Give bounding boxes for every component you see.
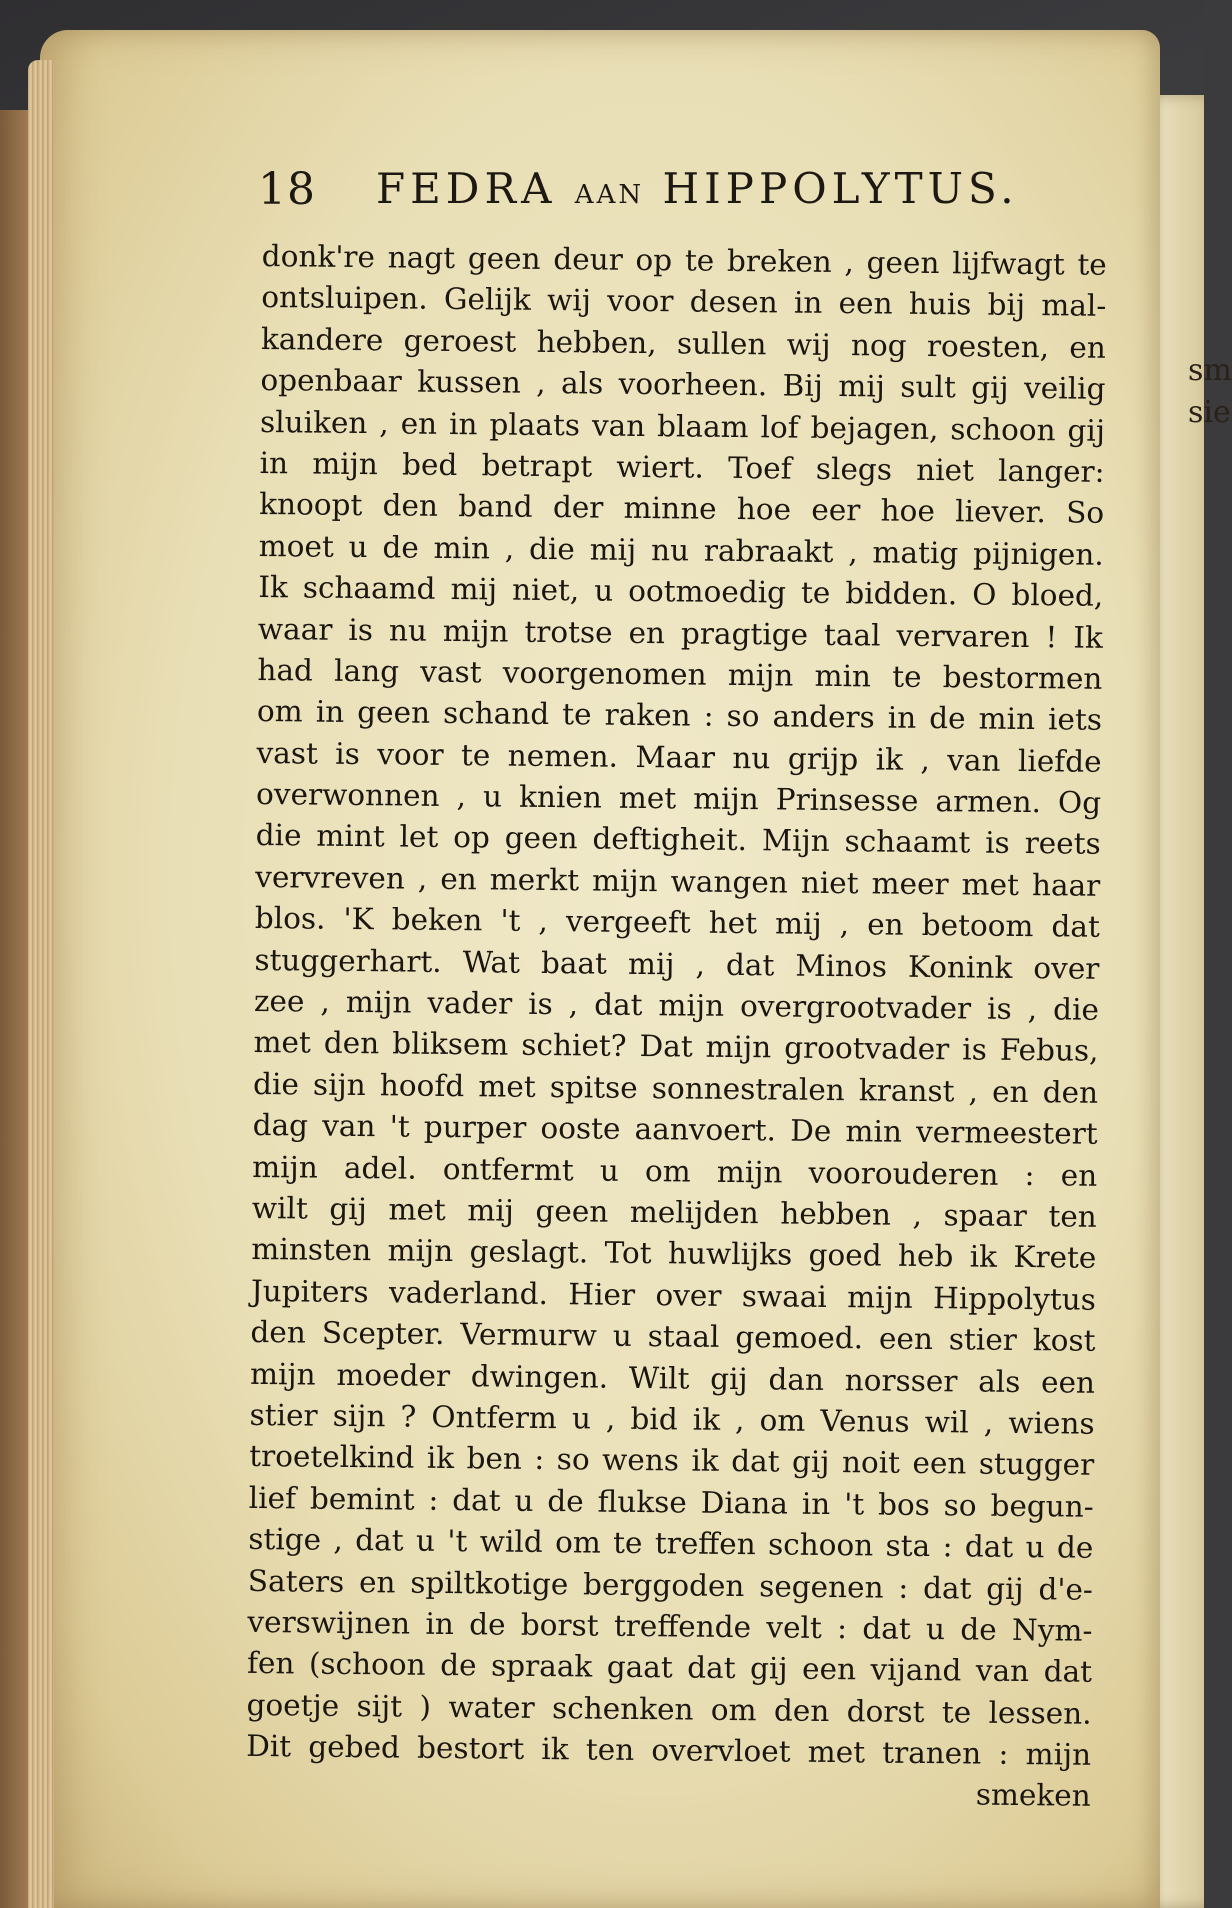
text-line: die sijn hoofd met spitse sonnestralen kranst , en den [252,1066,1099,1110]
catchword: smeken [975,1778,1091,1814]
text-line: fen (schoon de spraak gaat dat gij een vijand van dat [246,1646,1093,1690]
text-line: kandere geroest hebben, sullen wij nog roesten, en [260,321,1107,365]
text-line: overwonnen , u knien met mijn Prinsesse armen. Og [255,777,1102,820]
text-line: stige , dat u 't wild om te treffen schoon sta : dat u de [248,1522,1094,1565]
text-line: openbaar kussen , als voorheen. Bij mij sult gij veilig [260,363,1106,407]
text-line: in mijn bed betrapt wiert. Toef slegs niet langer: [259,445,1105,489]
text-line: waar is nu mijn trotse en pragtige taal vervaren ! Ik [257,611,1104,655]
text-line: den Scepter. Vermurw u staal gemoed. een stier kost [250,1315,1096,1358]
text-line: sluiken , en in plaats van blaam lof bejagen, schoon gij [259,404,1106,448]
text-line: wilt gij met mij geen melijden hebben , spaar ten [251,1190,1097,1234]
text-line: mijn moeder dwingen. Wilt gij dan norsser als een [249,1356,1096,1400]
text-line: mijn adel. ontfermt u om mijn voorouderen : en [252,1149,1098,1193]
text-line: die mint let op geen deftigheit. Mijn schaamt is reets [255,818,1101,862]
running-title [376,164,1019,213]
text-line: troetelkind ik ben : so wens ik dat gij noit een stugger [249,1439,1095,1483]
text-line: Ik schaamd mij niet, u ootmoedig te bidden. O bloed, [258,570,1104,613]
adjacent-page-fragment: sie [1188,395,1231,430]
text-line: had lang vast voorgenomen mijn min te bestormen [257,652,1103,696]
running-header [258,164,1018,234]
running-title-part: HIPPOLYTUS. [662,164,1019,213]
text-line: stuggerhart. Wat baat mij , dat Minos Konink over [254,942,1100,986]
text-line: stier sijn ? Ontferm u , bid ik , om Venus wil , wiens [249,1397,1095,1441]
page-number: 18 [258,164,316,215]
text-line: verswijnen in de borst treffende velt : dat u de Nym- [247,1604,1093,1648]
text-line: vervreven , en merkt mijn wangen niet meer met haar [255,859,1101,903]
text-line: lief bemint : dat u de flukse Diana in 't bos so begun- [248,1480,1094,1524]
text-line: Dit gebed bestort ik ten overvloet met tranen : mijn [246,1728,1092,1772]
text-line: donk're nagt geen deur op te breken , geen lijfwagt te [261,238,1107,282]
text-line: Saters en spiltkotige berggoden segenen : dat gij d'e- [247,1563,1094,1607]
text-line: knoopt den band der minne hoe eer hoe liever. So [259,487,1105,531]
text-line: met den bliksem schiet? Dat mijn grootvader is Febus, [253,1025,1099,1069]
text-line: minsten mijn geslagt. Tot huwlijks goed heb ik Krete [251,1232,1097,1276]
body-text [245,236,1107,1855]
text-line: zee , mijn vader is , dat mijn overgrootvader is , die [253,983,1100,1027]
text-line: om in geen schand te raken : so anders in de min iets [256,694,1103,738]
text-line: vast is voor te nemen. Maar nu grijp ik , van liefde [256,735,1102,779]
adjacent-page-fragment: sm [1188,353,1232,388]
text-line: ontsluipen. Gelijk wij voor desen in een huis bij mal- [261,280,1107,324]
text-line: goetje sijt ) water schenken om den dorst te lessen. [246,1687,1092,1731]
text-line: Jupiters vaderland. Hier over swaai mijn Hippolytus [250,1273,1097,1317]
running-title-part: AAN [574,180,645,210]
text-line: moet u de min , die mij nu rabraakt , matig pijnigen. [258,528,1104,572]
text-line: blos. 'K beken 't , vergeeft het mij , en betoom dat [254,901,1100,945]
running-title-part: FEDRA [376,164,557,213]
page-stack-edges [28,60,54,1908]
text-line: dag van 't purper ooste aanvoert. De min vermeestert [252,1108,1098,1152]
